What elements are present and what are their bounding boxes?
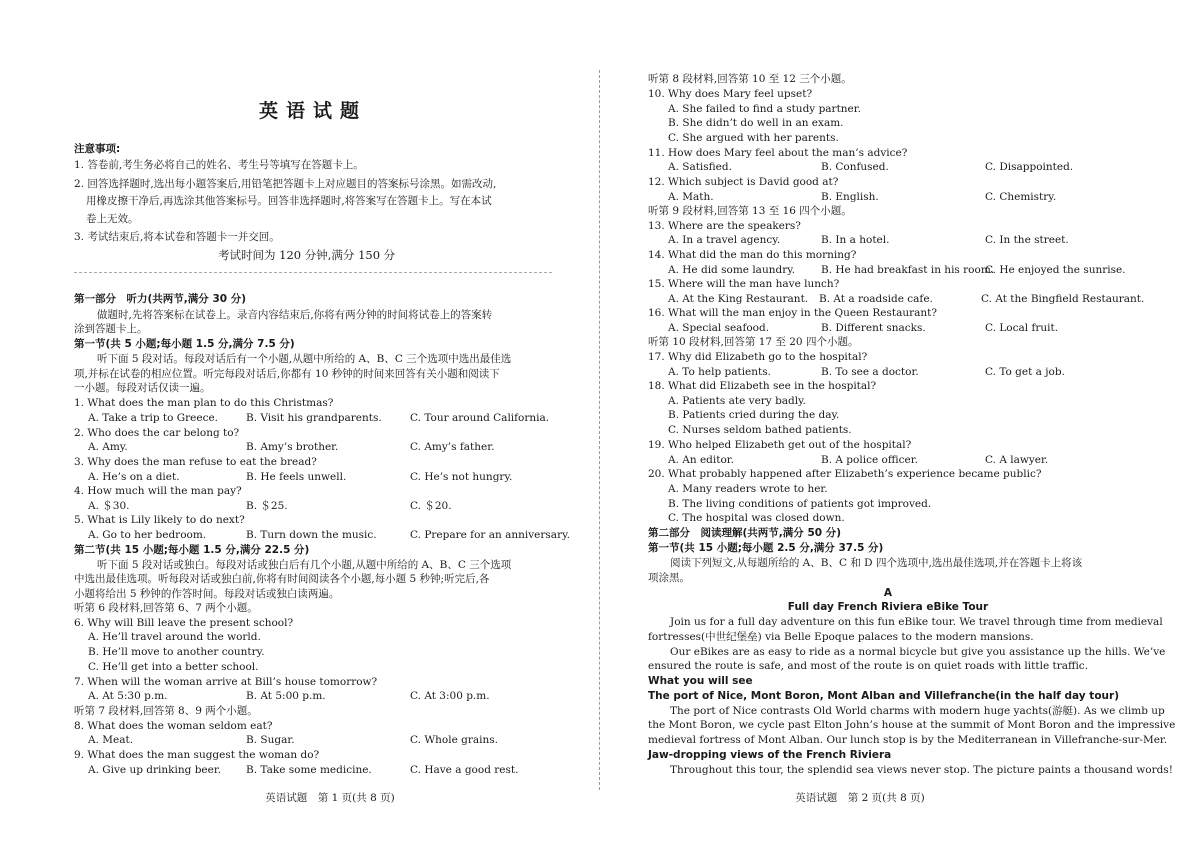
option: C. At the Bingfield Restaurant. bbox=[981, 293, 1145, 305]
passage-subheading: Jaw-dropping views of the French Riviera bbox=[648, 749, 892, 761]
option: B. He’ll move to another country. bbox=[88, 646, 265, 658]
page-footer: 英语试题 第 2 页(共 8 页) bbox=[795, 792, 925, 804]
question: 10. Why does Mary feel upset? bbox=[648, 88, 813, 100]
section3-heading: 第一节(共 15 小题;每小题 2.5 分,满分 37.5 分) bbox=[648, 542, 884, 554]
passage-letter: A bbox=[883, 587, 893, 599]
option: A. ＄30. bbox=[88, 500, 130, 512]
option: B. The living conditions of patients got improved. bbox=[668, 498, 932, 510]
time-note: 考试时间为 120 分钟,满分 150 分 bbox=[218, 248, 396, 262]
question: 20. What probably happened after Elizabeth’s experience became public? bbox=[648, 468, 1042, 480]
question: 5. What is Lily likely to do next? bbox=[74, 514, 245, 526]
question: 2. Who does the car belong to? bbox=[74, 427, 240, 439]
option: A. Special seafood. bbox=[668, 322, 770, 334]
option: A. She failed to find a study partner. bbox=[668, 103, 861, 115]
page-title: 英语试题 bbox=[258, 100, 367, 122]
option: C. Prepare for an anniversary. bbox=[410, 529, 570, 541]
option: B. ＄25. bbox=[246, 500, 288, 512]
option: C. He’ll get into a better school. bbox=[88, 661, 259, 673]
option: A. At 5:30 p.m. bbox=[88, 690, 168, 702]
option: B. To see a doctor. bbox=[821, 366, 919, 378]
option: A. Many readers wrote to her. bbox=[668, 483, 828, 495]
passage-subheading: What you will see bbox=[648, 675, 753, 687]
section-divider bbox=[74, 272, 552, 273]
passage-subheading: The port of Nice, Mont Boron, Mont Alban and Villefranche(in the half day tour) bbox=[648, 690, 1119, 702]
option: A. In a travel agency. bbox=[668, 234, 781, 246]
option: C. To get a job. bbox=[985, 366, 1065, 378]
passage-paragraph: Throughout this tour, the splendid sea views never stop. The picture paints a thousand words! bbox=[670, 764, 1173, 776]
material-note: 听第 7 段材料,回答第 8、9 两个小题。 bbox=[74, 705, 258, 717]
question: 7. When will the woman arrive at Bill’s house tomorrow? bbox=[74, 676, 378, 688]
option: B. A police officer. bbox=[821, 454, 918, 466]
column-divider bbox=[599, 70, 600, 790]
option: B. Different snacks. bbox=[821, 322, 926, 334]
part1-intro: 涂到答题卡上。 bbox=[74, 323, 148, 335]
option: C. Chemistry. bbox=[985, 191, 1057, 203]
notice-line: 2. 回答选择题时,选出每小题答案后,用铅笔把答题卡上对应题目的答案标号涂黑。如需改动, bbox=[74, 178, 497, 190]
section1-intro: 项,并标在试卷的相应位置。听完每段对话后,你都有 10 秒钟的时间来回答有关小题和阅读下 bbox=[74, 368, 500, 380]
option: A. Meat. bbox=[88, 734, 134, 746]
question: 9. What does the man suggest the woman do? bbox=[74, 749, 320, 761]
option: C. Nurses seldom bathed patients. bbox=[668, 424, 852, 436]
material-note: 听第 9 段材料,回答第 13 至 16 四个小题。 bbox=[648, 205, 852, 217]
question: 15. Where will the man have lunch? bbox=[648, 278, 840, 290]
passage-paragraph: Join us for a full day adventure on this fun eBike tour. We travel through time from medieval bbox=[670, 616, 1163, 628]
option: B. English. bbox=[821, 191, 879, 203]
material-note: 听第 8 段材料,回答第 10 至 12 三个小题。 bbox=[648, 73, 852, 85]
passage-paragraph: medieval fortress of Mont Alban. Our lunch stop is by the Mediterranean in Villefranche-sur-Mer. bbox=[648, 734, 1168, 746]
option: B. Sugar. bbox=[246, 734, 295, 746]
option: A. Amy. bbox=[88, 441, 128, 453]
question: 11. How does Mary feel about the man’s advice? bbox=[648, 147, 908, 159]
option: C. He enjoyed the sunrise. bbox=[985, 264, 1126, 276]
question: 3. Why does the man refuse to eat the bread? bbox=[74, 456, 317, 468]
section1-heading: 第一节(共 5 小题;每小题 1.5 分,满分 7.5 分) bbox=[74, 338, 295, 350]
passage-paragraph: Our eBikes are as easy to ride as a normal bicycle but give you assistance up the hills. We’ve bbox=[670, 646, 1166, 658]
option: C. Have a good rest. bbox=[410, 764, 519, 776]
option: C. He’s not hungry. bbox=[410, 471, 513, 483]
section3-intro: 项涂黑。 bbox=[648, 572, 690, 584]
option: B. Confused. bbox=[821, 161, 889, 173]
question: 13. Where are the speakers? bbox=[648, 220, 801, 232]
option: B. Amy’s brother. bbox=[246, 441, 339, 453]
option: B. He feels unwell. bbox=[246, 471, 347, 483]
option: B. Patients cried during the day. bbox=[668, 409, 840, 421]
option: C. She argued with her parents. bbox=[668, 132, 839, 144]
question: 1. What does the man plan to do this Christmas? bbox=[74, 397, 334, 409]
passage-title: Full day French Riviera eBike Tour bbox=[787, 601, 989, 613]
material-note: 听第 6 段材料,回答第 6、7 两个小题。 bbox=[74, 602, 258, 614]
option: A. Patients ate very badly. bbox=[668, 395, 807, 407]
section3-intro: 阅读下列短文,从每题所给的 A、B、C 和 D 四个选项中,选出最佳选项,并在答题卡上将该 bbox=[670, 557, 1083, 569]
notice-line: 卷上无效。 bbox=[86, 213, 139, 225]
option: B. Visit his grandparents. bbox=[246, 412, 382, 424]
part1-intro: 做题时,先将答案标在试卷上。录音内容结束后,你将有两分钟的时间将试卷上的答案转 bbox=[97, 309, 493, 321]
option: B. She didn’t do well in an exam. bbox=[668, 117, 844, 129]
option: C. Tour around California. bbox=[410, 412, 550, 424]
option: C. In the street. bbox=[985, 234, 1069, 246]
option: B. Take some medicine. bbox=[246, 764, 372, 776]
option: C. A lawyer. bbox=[985, 454, 1049, 466]
section2-intro: 中选出最佳选项。听每段对话或独白前,你将有时间阅读各个小题,每小题 5 秒钟;听完后,各 bbox=[74, 573, 490, 585]
section1-intro: 一小题。每段对话仅读一遍。 bbox=[74, 382, 211, 394]
option: A. He’ll travel around the world. bbox=[88, 631, 261, 643]
question: 4. How much will the man pay? bbox=[74, 485, 242, 497]
passage-paragraph: The port of Nice contrasts Old World charms with modern huge yachts(游艇). As we climb up bbox=[670, 705, 1165, 717]
option: C. Amy’s father. bbox=[410, 441, 495, 453]
question: 16. What will the man enjoy in the Queen Restaurant? bbox=[648, 307, 938, 319]
option: B. He had breakfast in his room. bbox=[821, 264, 995, 276]
passage-paragraph: fortresses(中世纪堡垒) via Belle Epoque palaces to the modern mansions. bbox=[648, 631, 1034, 643]
question: 8. What does the woman seldom eat? bbox=[74, 720, 273, 732]
part1-heading: 第一部分 听力(共两节,满分 30 分) bbox=[74, 293, 247, 305]
part2-heading: 第二部分 阅读理解(共两节,满分 50 分) bbox=[648, 527, 842, 539]
passage-paragraph: the Mont Boron, we cycle past Elton John’s house at the summit of Mont Boron and the impressive bbox=[648, 719, 1176, 731]
question: 18. What did Elizabeth see in the hospital? bbox=[648, 380, 877, 392]
notice-line: 1. 答卷前,考生务必将自己的姓名、考生号等填写在答题卡上。 bbox=[74, 159, 364, 171]
option: A. Go to her bedroom. bbox=[88, 529, 207, 541]
option: C. ＄20. bbox=[410, 500, 452, 512]
option: A. To help patients. bbox=[668, 366, 771, 378]
option: C. Local fruit. bbox=[985, 322, 1059, 334]
option: B. At 5:00 p.m. bbox=[246, 690, 326, 702]
option: B. At a roadside cafe. bbox=[819, 293, 933, 305]
question: 12. Which subject is David good at? bbox=[648, 176, 839, 188]
option: B. Turn down the music. bbox=[246, 529, 377, 541]
option: A. Math. bbox=[668, 191, 714, 203]
question: 19. Who helped Elizabeth get out of the hospital? bbox=[648, 439, 912, 451]
section1-intro: 听下面 5 段对话。每段对话后有一个小题,从题中所给的 A、B、C 三个选项中选出最佳选 bbox=[97, 353, 512, 365]
material-note: 听第 10 段材料,回答第 17 至 20 四个小题。 bbox=[648, 336, 859, 348]
question: 6. Why will Bill leave the present school? bbox=[74, 617, 294, 629]
option: A. An editor. bbox=[668, 454, 734, 466]
notice-line: 3. 考试结束后,将本试卷和答题卡一并交回。 bbox=[74, 231, 280, 243]
option: A. He did some laundry. bbox=[668, 264, 796, 276]
question: 17. Why did Elizabeth go to the hospital? bbox=[648, 351, 868, 363]
option: C. Disappointed. bbox=[985, 161, 1074, 173]
option: C. Whole grains. bbox=[410, 734, 498, 746]
page-footer: 英语试题 第 1 页(共 8 页) bbox=[265, 792, 395, 804]
option: A. He’s on a diet. bbox=[88, 471, 180, 483]
option: C. At 3:00 p.m. bbox=[410, 690, 490, 702]
option: A. Take a trip to Greece. bbox=[88, 412, 219, 424]
notice-heading: 注意事项: bbox=[74, 143, 121, 155]
notice-line: 用橡皮擦干净后,再选涂其他答案标号。回答非选择题时,将答案写在答题卡上。写在本试 bbox=[86, 195, 492, 207]
passage-paragraph: ensured the route is safe, and most of the route is on quiet roads with little traffic. bbox=[648, 660, 1089, 672]
section2-intro: 小题将给出 5 秒钟的作答时间。每段对话或独白读两遍。 bbox=[74, 588, 340, 600]
option: A. Give up drinking beer. bbox=[88, 764, 222, 776]
question: 14. What did the man do this morning? bbox=[648, 249, 857, 261]
option: A. At the King Restaurant. bbox=[668, 293, 809, 305]
section2-heading: 第二节(共 15 小题;每小题 1.5 分,满分 22.5 分) bbox=[74, 544, 310, 556]
option: A. Satisfied. bbox=[668, 161, 732, 173]
option: B. In a hotel. bbox=[821, 234, 890, 246]
option: C. The hospital was closed down. bbox=[668, 512, 845, 524]
section2-intro: 听下面 5 段对话或独白。每段对话或独白后有几个小题,从题中所给的 A、B、C 三个选项 bbox=[97, 559, 512, 571]
